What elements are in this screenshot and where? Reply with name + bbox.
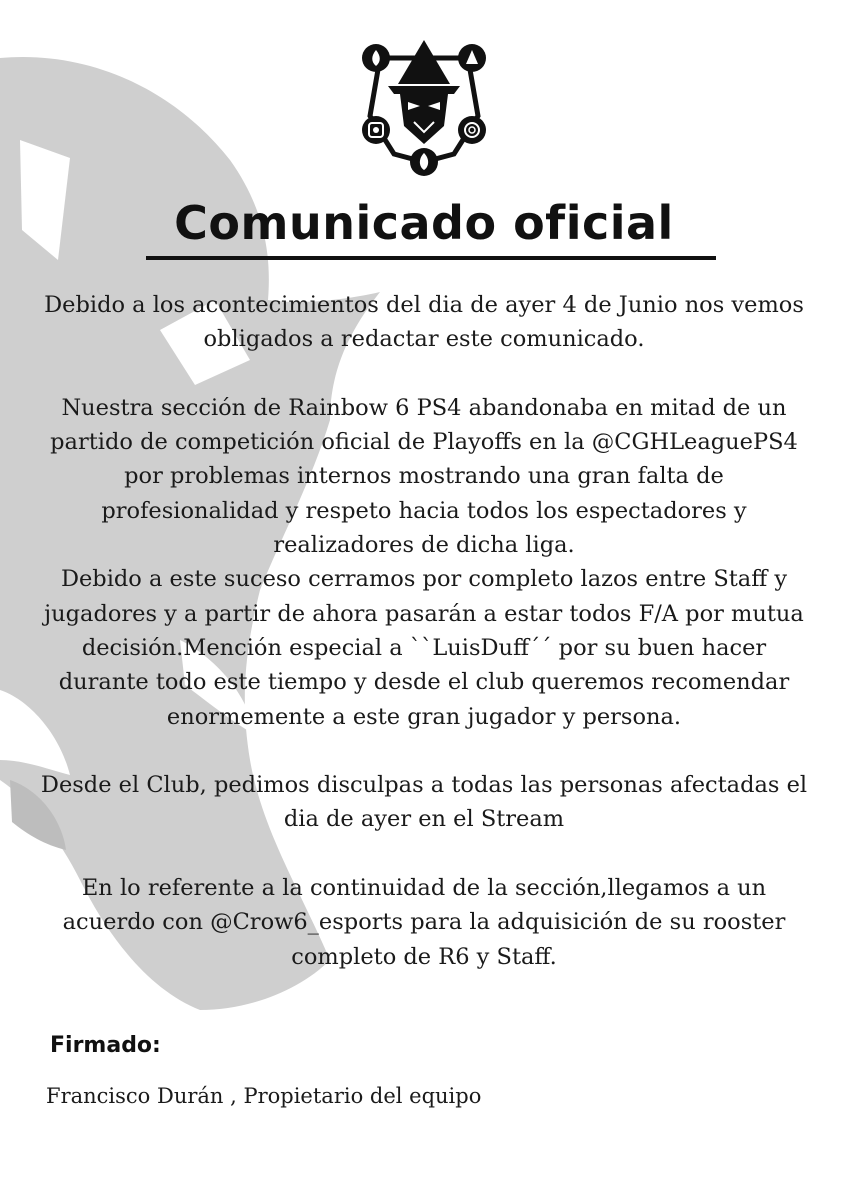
page-title: Comunicado oficial — [174, 196, 674, 250]
statement-body — [40, 288, 808, 974]
signature-name: Francisco Durán , Propietario del equipo — [46, 1084, 482, 1108]
paragraph-apology: Desde el Club, pedimos disculpas a todas las personas afectadas el dia de ayer en el Stream — [40, 772, 808, 833]
team-logo-icon — [358, 36, 490, 178]
paragraph-gap — [40, 837, 808, 871]
paragraph-continuity: En lo referente a la continuidad de la sección,llegamos a un acuerdo con @Crow6_esports para la adquisición de su rooster completo de R6 y Staff. — [62, 875, 786, 970]
title-underline — [146, 256, 716, 260]
paragraph-incident: Nuestra sección de Rainbow 6 PS4 abandonaba en mitad de un partido de competición oficial de Playoffs en la @CGHLeaguePS4 por problemas internos mostrando una gran falta de profesionalidad y respeto hacia todos los espectadores y realizadores de dicha liga. — [50, 394, 798, 559]
signed-label: Firmado: — [50, 1033, 161, 1058]
paragraph-gap — [40, 357, 808, 391]
paragraph-decision: Debido a este suceso cerramos por completo lazos entre Staff y jugadores y a partir de ahora pasarán a estar todos F/A por mutua decisión.Mención especial a ``LuisDuff´´ por su buen hacer durante todo este tiempo y desde el club queremos recomendar enormemente a este gran jugador y persona. — [44, 566, 804, 730]
paragraph-intro: Debido a los acontecimientos del dia de ayer 4 de Junio nos vemos obligados a redactar este comunicado. — [44, 292, 804, 353]
paragraph-gap — [40, 734, 808, 768]
